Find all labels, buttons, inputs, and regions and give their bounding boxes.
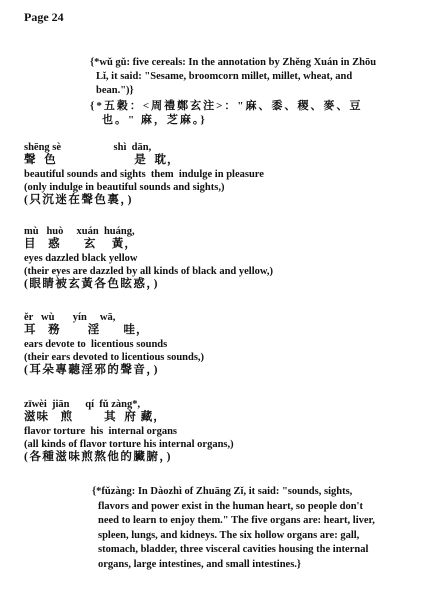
character-line: 耳 務 淫 哇， [24, 324, 149, 337]
note-line: {*wǔ gǔ: five cereals: In the annotation by Zhěng Xuán in Zhōu [90, 57, 377, 68]
english-translation: (all kinds of flavor torture his internal organs,) [24, 438, 234, 450]
annotation-wugu [90, 56, 376, 127]
note-line: spleen, lungs, and kidneys. The six hollow organs are: gall, [98, 529, 360, 541]
note-line-chinese: 也。" 麻，芝麻。} [102, 113, 207, 126]
chinese-translation: (眼睛被玄黃各色眩惑，) [24, 278, 159, 291]
note-line: Lǐ, it said: "Sesame, broomcorn millet, millet, wheat, and [96, 71, 353, 83]
pinyin-line: shēng sè shì dān, [24, 142, 152, 153]
gloss-line: ears devote to licentious sounds [24, 338, 168, 350]
english-translation: (their eyes are dazzled by all kinds of black and yellow,) [24, 265, 273, 277]
page-number: Page 24 [24, 10, 64, 24]
note-line: flavors and power exist in the human heart, so people don't [98, 500, 363, 512]
note-line: bean.")} [96, 85, 134, 97]
pinyin-line: ěr wù yín wā, [24, 312, 116, 323]
note-line: {*fǔzàng: In Dàozhì of Zhuāng Zǐ, it said: "sounds, sights, [92, 486, 353, 497]
character-line: 聲 色 是 耽， [24, 154, 180, 167]
gloss-line: beautiful sounds and sights them indulge in pleasure [24, 168, 264, 180]
annotation-fuzang [92, 485, 375, 572]
note-line: need to learn to enjoy them." The five organs are: heart, liver, [98, 515, 375, 526]
note-line-chinese: {*五穀：<周禮鄭玄注>："麻、黍、稷、麥、豆 [90, 99, 363, 112]
english-translation: (only indulge in beautiful sounds and sights,) [24, 181, 225, 193]
chinese-translation: (各種滋味煎熬他的臟腑，) [24, 451, 172, 464]
entry-2 [24, 225, 419, 291]
pinyin-line: mù huò xuán huáng, [24, 226, 135, 237]
character-line: 滋味 煎 其 府 藏， [24, 411, 166, 424]
note-line: stomach, bladder, three visceral cavities housing the internal [98, 544, 369, 555]
chinese-translation: (耳朵專聽淫邪的聲音，) [24, 364, 159, 377]
entry-1 [24, 141, 419, 207]
chinese-translation: (只沉迷在聲色裏，) [24, 194, 133, 207]
gloss-line: flavor torture his internal organs [24, 425, 178, 437]
gloss-line: eyes dazzled black yellow [24, 252, 138, 264]
english-translation: (their ears devoted to licentious sounds,) [24, 351, 205, 363]
note-line: organs, large intestines, and small intestines.} [98, 558, 302, 570]
entry-4 [24, 398, 419, 464]
character-line: 目 惑 玄 黃， [24, 238, 137, 251]
entry-3 [24, 311, 419, 377]
pinyin-line: zīwèi jiān qí fǔ zàng*, [24, 399, 141, 410]
